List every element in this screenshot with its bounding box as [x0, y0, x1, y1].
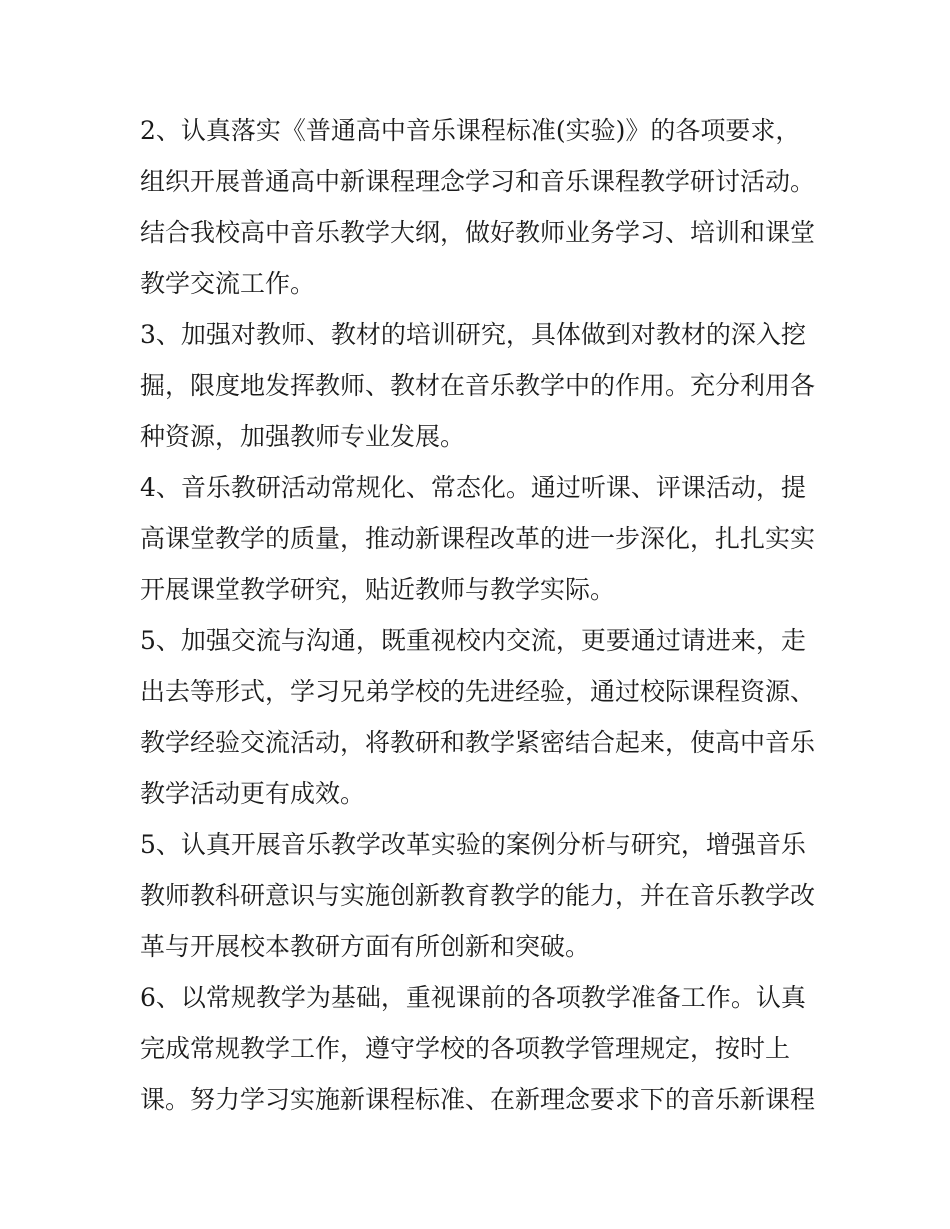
- text-line: 5、认真开展音乐教学改革实验的案例分析与研究，增强音乐: [140, 830, 806, 859]
- text-line: 2、认真落实《普通高中音乐课程标准(实验)》的各项要求，: [140, 116, 801, 145]
- text-line: 课。努力学习实施新课程标准、在新理念要求下的音乐新课程: [140, 1085, 816, 1114]
- text-line: 6、以常规教学为基础，重视课前的各项教学准备工作。认真: [140, 983, 806, 1012]
- text-line: 组织开展普通高中新课程理念学习和音乐课程教学研讨活动。: [140, 167, 816, 196]
- text-line: 高课堂教学的质量，推动新课程改革的进一步深化，扎扎实实: [140, 524, 816, 553]
- text-line: 教师教科研意识与实施创新教育教学的能力，并在音乐教学改: [140, 881, 816, 910]
- text-line: 教学交流工作。: [140, 269, 316, 298]
- text-line: 教学活动更有成效。: [140, 779, 366, 808]
- text-line: 结合我校高中音乐教学大纲，做好教师业务学习、培训和课堂: [140, 218, 816, 247]
- text-line: 5、加强交流与沟通，既重视校内交流，更要通过请进来，走: [140, 626, 806, 655]
- text-line: 革与开展校本教研方面有所创新和突破。: [140, 932, 591, 961]
- text-line: 3、加强对教师、教材的培训研究，具体做到对教材的深入挖: [140, 320, 806, 349]
- text-line: 开展课堂教学研究，贴近教师与教学实际。: [140, 575, 616, 604]
- text-line: 完成常规教学工作，遵守学校的各项教学管理规定，按时上: [140, 1034, 791, 1063]
- text-line: 掘，限度地发挥教师、教材在音乐教学中的作用。充分利用各: [140, 371, 816, 400]
- text-line: 出去等形式，学习兄弟学校的先进经验，通过校际课程资源、: [140, 677, 816, 706]
- text-line: 4、音乐教研活动常规化、常态化。通过听课、评课活动，提: [140, 473, 806, 502]
- text-line: 教学经验交流活动，将教研和教学紧密结合起来，使高中音乐: [140, 728, 816, 757]
- document-body: [140, 105, 820, 1125]
- text-line: 种资源，加强教师专业发展。: [140, 422, 466, 451]
